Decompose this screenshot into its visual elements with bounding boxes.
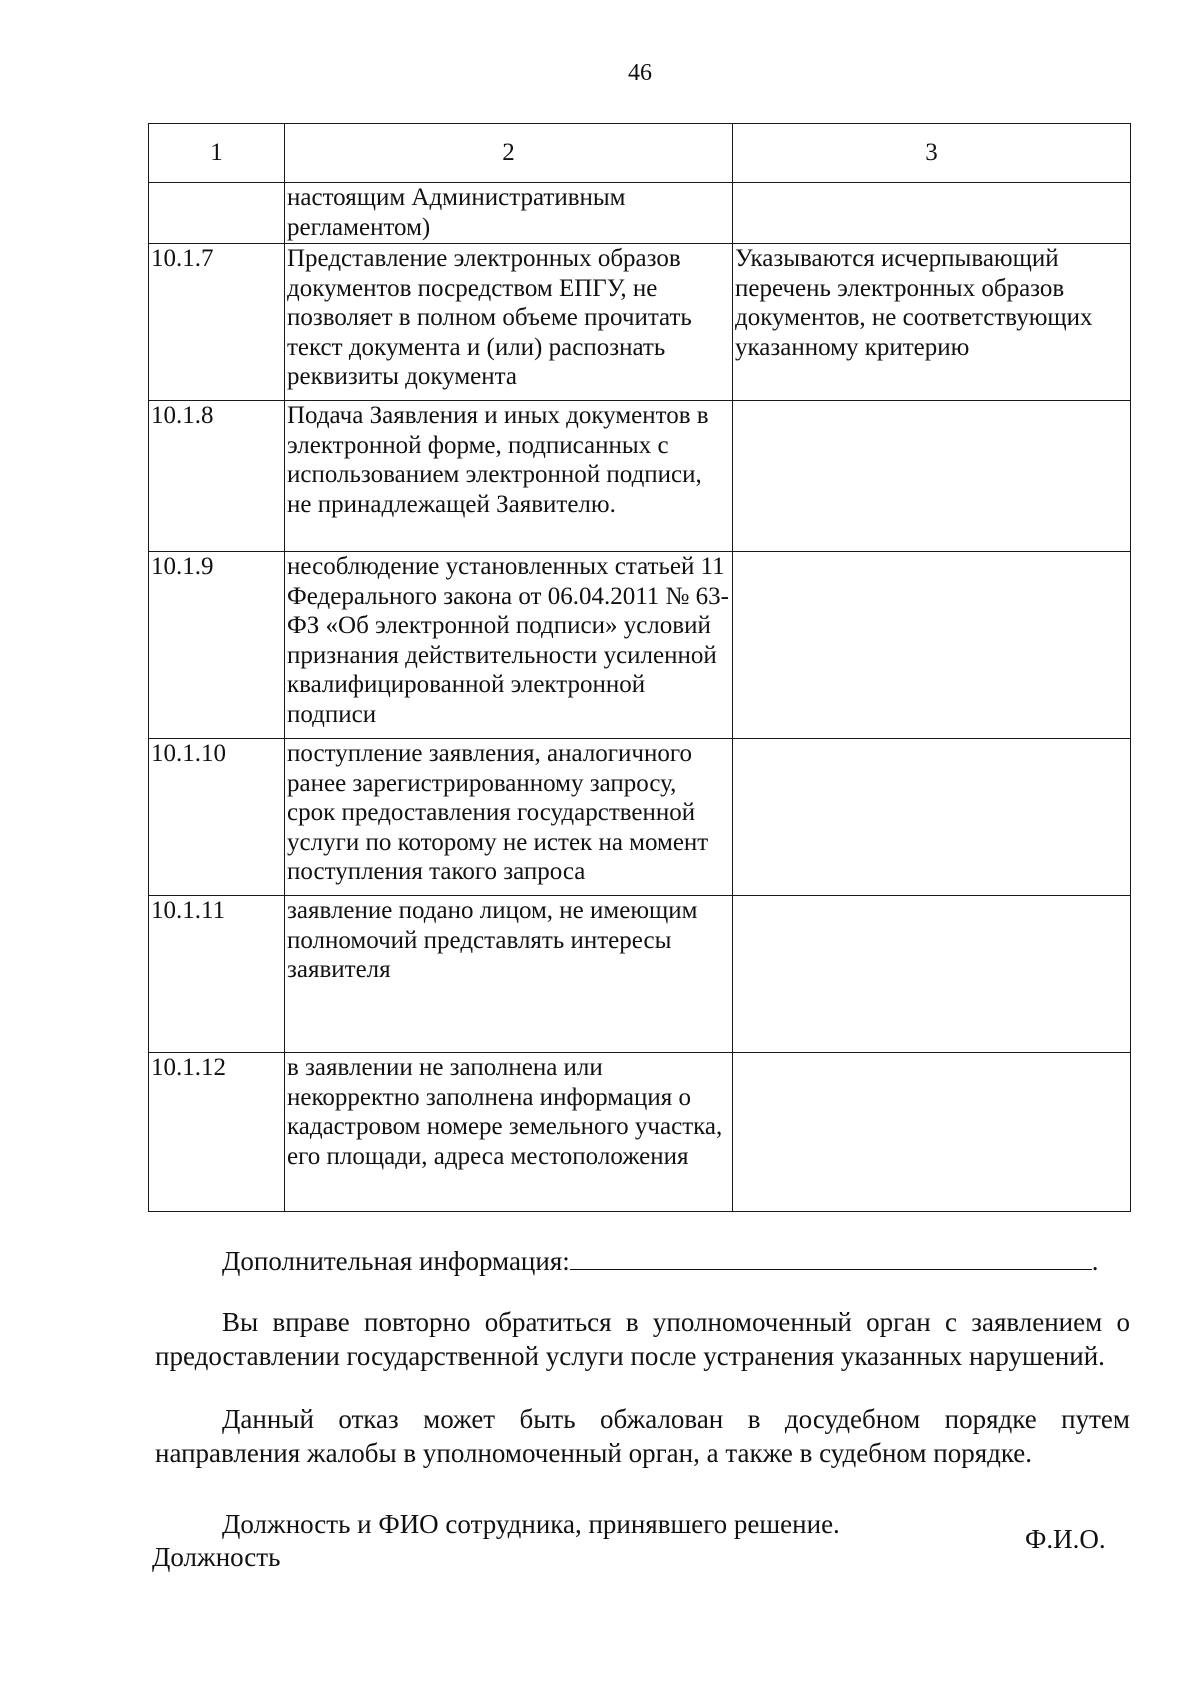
row-code <box>149 183 285 244</box>
row-explanation: Указываются исчерпывающий перечень электронных образов документов, не соответствующих указанному критерию <box>733 244 1131 401</box>
table-row <box>149 739 1131 896</box>
column-header-2: 2 <box>285 124 733 183</box>
page-number: 46 <box>628 60 652 86</box>
row-explanation <box>733 739 1131 896</box>
row-code: 10.1.7 <box>149 244 285 401</box>
row-reason: заявление подано лицом, не имеющим полномочий представлять интересы заявителя <box>285 896 733 1053</box>
fio-label: Ф.И.О. <box>1025 1524 1106 1554</box>
additional-info-label: Дополнительная информация: <box>222 1246 570 1276</box>
row-reason: Подача Заявления и иных документов в электронной форме, подписанных с использованием электронной подписи, не принадлежащей Заявителю. <box>285 401 733 552</box>
table-header-row <box>149 124 1131 183</box>
additional-info-blank-line <box>570 1243 1092 1270</box>
additional-info-end: . <box>1091 1246 1099 1276</box>
additional-info <box>222 1243 1130 1278</box>
row-code: 10.1.8 <box>149 401 285 552</box>
table-row <box>149 244 1131 401</box>
reapply-paragraph: Вы вправе повторно обратиться в уполномоченный орган с заявлением о предоставлении государственной услуги после устранения указанных нарушений. <box>155 1307 1130 1371</box>
row-reason: несоблюдение установленных статьей 11 Федерального закона от 06.04.2011 № 63-ФЗ «Об электронной подписи» условий признания действительности усиленной квалифицированной электронной подписи <box>285 552 733 739</box>
row-reason: настоящим Административным регламентом) <box>285 183 733 244</box>
row-reason: Представление электронных образов документов посредством ЕПГУ, не позволяет в полном объеме прочитать текст документа и (или) распознать реквизиты документа <box>285 244 733 401</box>
row-code: 10.1.11 <box>149 896 285 1053</box>
position-label: Должность <box>152 1542 281 1572</box>
refusal-reasons-table <box>148 123 1131 1212</box>
row-explanation <box>733 183 1131 244</box>
row-explanation <box>733 896 1131 1053</box>
table-row <box>149 1053 1131 1212</box>
row-reason: поступление заявления, аналогичного ранее зарегистрированному запросу, срок предоставления государственной услуги по которому не истек на момент поступления такого запроса <box>285 739 733 896</box>
row-explanation <box>733 1053 1131 1212</box>
row-explanation <box>733 552 1131 739</box>
table-row <box>149 896 1131 1053</box>
signer-caption: Должность и ФИО сотрудника, принявшего решение. <box>222 1509 840 1539</box>
row-code: 10.1.12 <box>149 1053 285 1212</box>
column-header-3: 3 <box>733 124 1131 183</box>
row-code: 10.1.9 <box>149 552 285 739</box>
table-row <box>149 552 1131 739</box>
column-header-1: 1 <box>149 124 285 183</box>
row-explanation <box>733 401 1131 552</box>
row-code: 10.1.10 <box>149 739 285 896</box>
row-reason: в заявлении не заполнена или некорректно заполнена информация о кадастровом номере земельного участка, его площади, адреса местоположения <box>285 1053 733 1212</box>
table-row <box>149 401 1131 552</box>
appeal-paragraph: Данный отказ может быть обжалован в досудебном порядке путем направления жалобы в уполномоченный орган, а также в судебном порядке. <box>155 1404 1130 1468</box>
table-row <box>149 183 1131 244</box>
